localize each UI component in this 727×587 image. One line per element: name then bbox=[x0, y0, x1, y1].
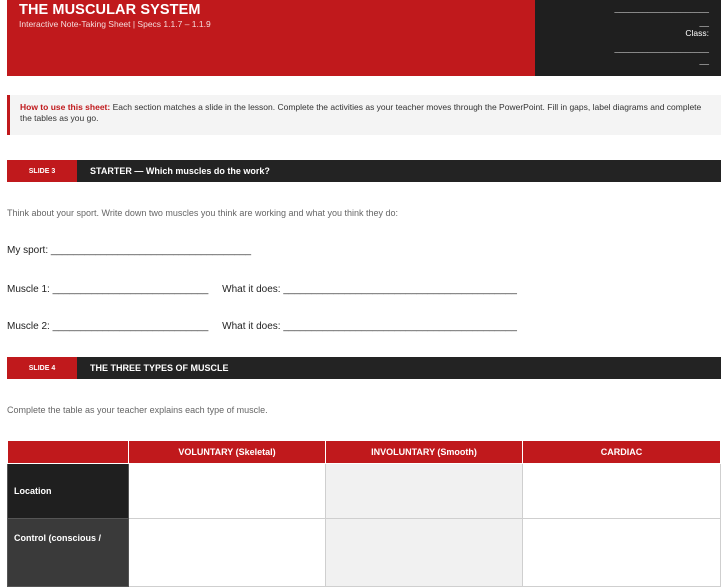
class-line[interactable]: ____________________ bbox=[614, 43, 709, 53]
class-label: Class: bbox=[685, 28, 709, 38]
muscle-types-table bbox=[7, 440, 721, 587]
sport-field[interactable]: My sport: ____________________________________ bbox=[7, 245, 252, 256]
table-cell[interactable] bbox=[326, 464, 523, 519]
table-row bbox=[8, 464, 721, 519]
table-cell[interactable] bbox=[523, 519, 721, 587]
table-cell[interactable] bbox=[129, 519, 326, 587]
slide3-prompt: Think about your sport. Write down two muscles you think are working and what you think they do: bbox=[7, 208, 399, 218]
page-title: THE MUSCULAR SYSTEM bbox=[19, 2, 201, 18]
name-line[interactable]: ____________________ bbox=[614, 3, 709, 13]
table-header-corner bbox=[8, 441, 129, 464]
instructions-text: Each section matches a slide in the lesson. Complete the activities as your teacher moves through the PowerPoint. Fill in gaps, label diagrams and complete the tables as you go. bbox=[20, 102, 702, 123]
table-header-cardiac: CARDIAC bbox=[523, 441, 721, 464]
slide4-title: THE THREE TYPES OF MUSCLE bbox=[90, 363, 229, 373]
table-cell[interactable] bbox=[129, 464, 326, 519]
table-header-involuntary: INVOLUNTARY (Smooth) bbox=[326, 441, 523, 464]
slide4-prompt: Complete the table as your teacher explains each type of muscle. bbox=[7, 405, 268, 415]
table-cell[interactable] bbox=[326, 519, 523, 587]
slide3-tag: SLIDE 3 bbox=[7, 160, 77, 182]
class-line-continued[interactable]: __ bbox=[699, 55, 709, 65]
page-header bbox=[7, 0, 721, 76]
slide4-section-bar bbox=[7, 357, 721, 379]
name-line-continued[interactable]: __ bbox=[699, 17, 709, 27]
row-label-control: Control (conscious / bbox=[8, 519, 129, 587]
instructions-box bbox=[7, 95, 721, 135]
muscle1-field[interactable]: Muscle 1: ____________________________ What it does: __________________________________________ bbox=[7, 284, 517, 295]
table-header-voluntary: VOLUNTARY (Skeletal) bbox=[129, 441, 326, 464]
muscle2-field[interactable]: Muscle 2: ____________________________ What it does: __________________________________________ bbox=[7, 321, 517, 332]
table-cell[interactable] bbox=[523, 464, 721, 519]
row-label-location: Location bbox=[8, 464, 129, 519]
page-subtitle: Interactive Note-Taking Sheet | Specs 1.1.7 – 1.1.9 bbox=[19, 19, 211, 29]
slide4-tag: SLIDE 4 bbox=[7, 357, 77, 379]
table-header-row bbox=[8, 441, 721, 464]
student-details-panel bbox=[535, 0, 721, 76]
title-block bbox=[7, 0, 535, 76]
slide3-title: STARTER — Which muscles do the work? bbox=[90, 166, 270, 176]
table-row bbox=[8, 519, 721, 587]
slide3-section-bar bbox=[7, 160, 721, 182]
instructions-lead: How to use this sheet: bbox=[20, 102, 111, 112]
